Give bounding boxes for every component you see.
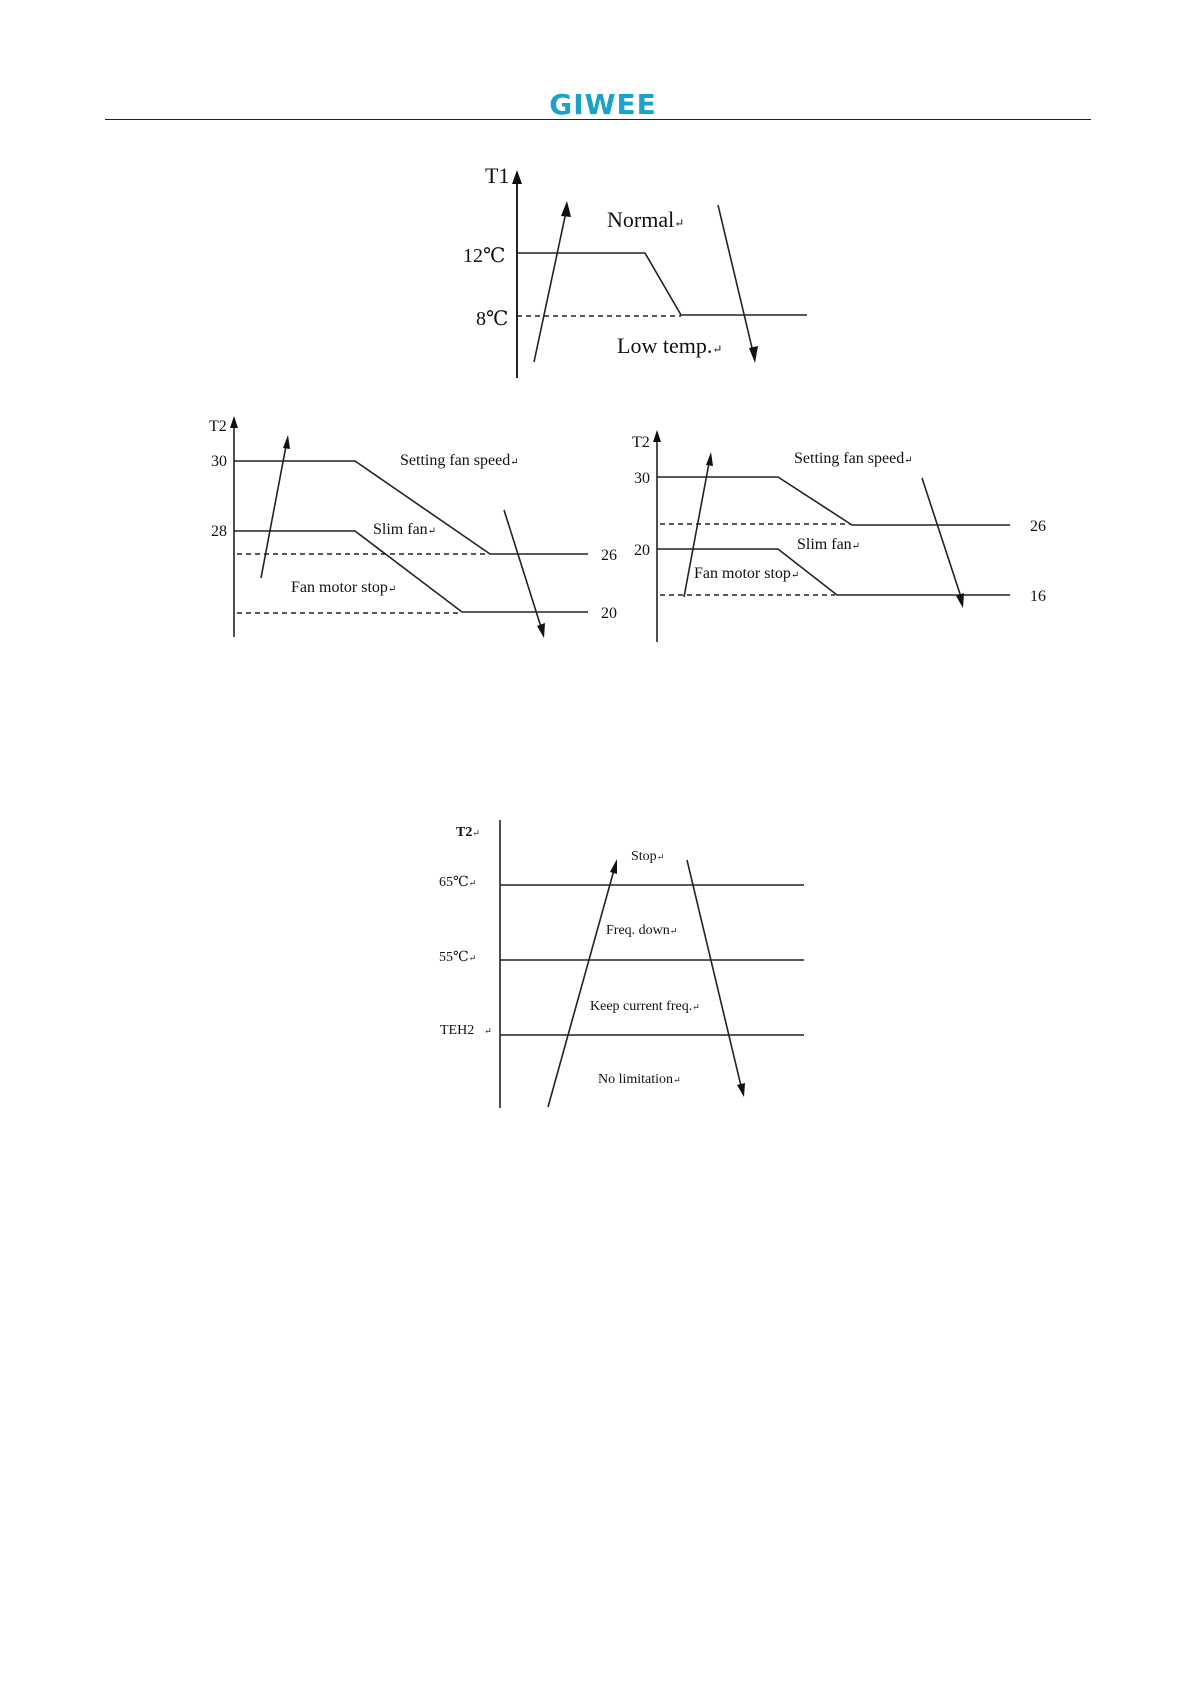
t2l-axis-label: T2 — [209, 418, 227, 435]
freq-tick-65: 65℃↵ — [439, 875, 477, 890]
t1-tick-12: 12℃ — [463, 245, 506, 267]
t2r-label-stop: Fan motor stop↵ — [694, 565, 800, 582]
freq-zone-down: Freq. down↵ — [606, 923, 678, 938]
freq-tick-teh2: TEH2 ↵ — [440, 1023, 492, 1038]
t2r-right-16: 16 — [1030, 588, 1046, 605]
freq-tick-55: 55℃↵ — [439, 950, 477, 965]
t2r-tick-20: 20 — [634, 542, 650, 559]
t2r-label-slim: Slim fan↵ — [797, 536, 861, 553]
freq-zone-no-limit: No limitation↵ — [598, 1072, 681, 1087]
t2l-label-slim: Slim fan↵ — [373, 521, 437, 538]
t2l-tick-30: 30 — [211, 453, 227, 470]
freq-fall-arrowhead — [737, 1083, 745, 1097]
t1-axis-label: T1 — [485, 163, 510, 188]
brand-logo: GIWEE — [549, 88, 657, 121]
t2r-tick-30: 30 — [634, 470, 650, 487]
t2l-label-setting: Setting fan speed↵ — [400, 452, 519, 469]
t2l-right-20: 20 — [601, 605, 617, 622]
t2l-label-stop: Fan motor stop↵ — [291, 579, 397, 596]
freq-zone-keep: Keep current freq.↵ — [590, 999, 700, 1014]
t2r-label-setting: Setting fan speed↵ — [794, 450, 913, 467]
t2l-right-26: 26 — [601, 547, 617, 564]
freq-zone-stop: Stop↵ — [631, 849, 665, 864]
t2r-axis-label: T2 — [632, 434, 650, 451]
freq-axis-label: T2↵ — [456, 825, 480, 840]
t1-label-normal: Normal↵ — [607, 207, 685, 232]
t2r-right-26: 26 — [1030, 518, 1046, 535]
t2l-tick-28: 28 — [211, 523, 227, 540]
freq-rise-arrowhead — [610, 859, 617, 874]
t1-tick-8: 8℃ — [476, 308, 509, 330]
t1-label-low: Low temp.↵ — [617, 333, 723, 358]
freq-fall-arrow — [687, 860, 741, 1086]
